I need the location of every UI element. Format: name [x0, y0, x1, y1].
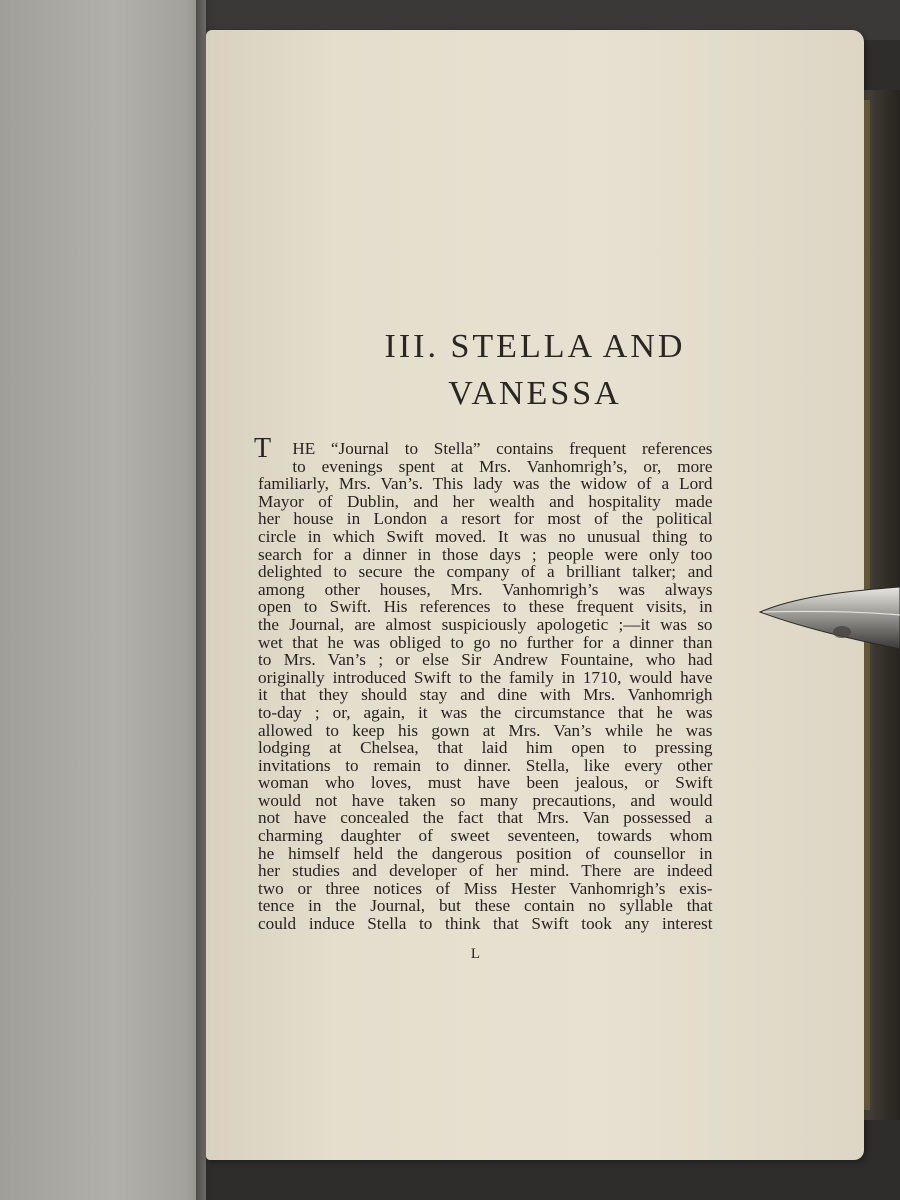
text-line: invitations to remain to dinner. Stella, like every other: [258, 755, 713, 775]
text-line: to-day ; or, again, it was the circumstance that he was: [258, 702, 713, 722]
body-paragraph: [258, 439, 713, 934]
text-line: open to Swift. His references to these frequent visits, in: [258, 597, 713, 617]
letter-opener-blade: [755, 585, 900, 655]
text-line: would not have taken so many precautions, and would: [258, 790, 713, 810]
text-line: it that they should stay and dine with Mrs. Vanhomrigh: [258, 685, 713, 705]
text-line: originally introduced Swift to the family in 1710, would have: [258, 667, 713, 687]
text-line: circle in which Swift moved. It was no unusual thing to: [258, 526, 713, 546]
text-line: HE “Journal to Stella” contains frequent references: [292, 439, 713, 458]
text-line: her house in London a resort for most of the political: [258, 509, 713, 529]
drop-cap: T: [254, 433, 272, 464]
text-line: charming daughter of sweet seventeen, towards whom: [258, 826, 713, 846]
text-line: could induce Stella to think that Swift took any interest: [258, 914, 713, 934]
text-line: among other houses, Mrs. Vanhomrigh’s was always: [258, 579, 713, 599]
page-signature-mark: L: [470, 946, 482, 962]
text-line: to evenings spent at Mrs. Vanhomrigh’s, or, more: [292, 456, 713, 476]
text-line: wet that he was obliged to go no further for a dinner than: [258, 632, 713, 652]
text-line: lodging at Chelsea, that laid him open to pressing: [258, 738, 713, 758]
text-line: familiarly, Mrs. Van’s. This lady was the widow of a Lord: [258, 474, 713, 494]
text-line: two or three notices of Miss Hester Vanhomrigh’s exis-: [258, 878, 713, 898]
opposite-blank-page: [0, 0, 206, 1200]
text-line: Mayor of Dublin, and her wealth and hospitality made: [258, 491, 713, 511]
text-line: search for a dinner in those days ; people were only too: [258, 544, 713, 564]
text-line: the Journal, are almost suspiciously apologetic ;—it was so: [258, 614, 713, 634]
text-line: allowed to keep his gown at Mrs. Van’s while he was: [258, 720, 713, 740]
text-line: woman who loves, must have been jealous, or Swift: [258, 773, 713, 793]
text-line: delighted to secure the company of a brilliant talker; and: [258, 562, 713, 582]
chapter-title-line-1: III. STELLA AND: [384, 328, 686, 365]
text-line: tence in the Journal, but these contain no syllable that: [258, 896, 713, 916]
text-line: to Mrs. Van’s ; or else Sir Andrew Fountaine, who had: [258, 650, 713, 670]
text-line: he himself held the dangerous position of counsellor in: [258, 843, 713, 863]
text-line: not have concealed the fact that Mrs. Van possessed a: [258, 808, 713, 828]
text-line: her studies and developer of her mind. There are indeed: [258, 861, 713, 881]
chapter-title-line-2: VANESSA: [448, 375, 622, 412]
